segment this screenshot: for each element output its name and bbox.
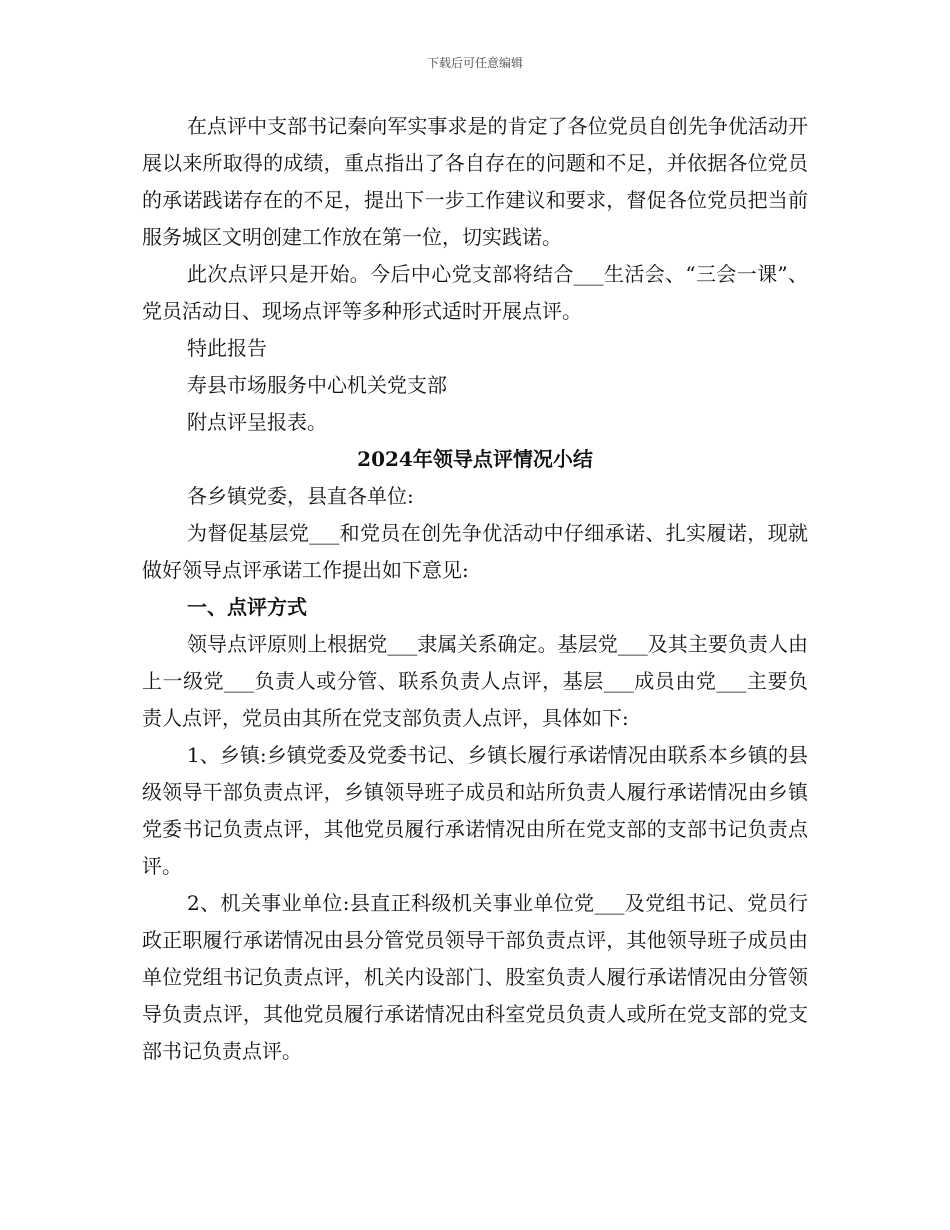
paragraph-report-closing: 特此报告 [187,336,267,360]
paragraph-attachment: 附点评呈报表。 [187,410,327,434]
paragraph-review-principle: 领导点评原则上根据党___隶属关系确定。基层党___及其主要负责人由上一级党___负责人或分管、联系负责人点评，基层___成员由党___主要负责人点评，党员由其所在党支部负责人点评，具体如下: [142,632,808,730]
page-header: 下载后可任意编辑 [426,56,523,70]
paragraph-organization: 寿县市场服务中心机关党支部 [187,373,447,397]
document-title: 2024年领导点评情况小结 [357,447,593,471]
paragraph-township: 1、乡镇:乡镇党委及党委书记、乡镇长履行承诺情况由联系本乡镇的县级领导干部负责点评，乡镇领导班子成员和站所负责人履行承诺情况由乡镇党委书记负责点评，其他党员履行承诺情况由所在党支部的支部书记负责点评。 [142,743,808,878]
section-heading-review-method: 一、点评方式 [187,595,307,619]
paragraph-intro: 为督促基层党___和党员在创先争优活动中仔细承诺、扎实履诺，现就做好领导点评承诺工作提出如下意见: [142,521,808,582]
document-body [142,108,808,1070]
paragraph-institutions: 2、机关事业单位:县直正科级机关事业单位党___及党组书记、党员行政正职履行承诺情况由县分管党员领导干部负责点评，其他领导班子成员由单位党组书记负责点评，机关内设部门、股室负责人履行承诺情况由分管领导负责点评，其他党员履行承诺情况由科室党员负责人或所在党支部的党支部书记负责点评。 [142,891,808,1063]
paragraph-future-plan: 此次点评只是开始。今后中心党支部将结合___生活会、“三会一课”、党员活动日、现场点评等多种形式适时开展点评。 [142,262,808,323]
paragraph-review-summary: 在点评中支部书记秦向军实事求是的肯定了各位党员自创先争优活动开展以来所取得的成绩，重点指出了各自存在的问题和不足，并依据各位党员的承诺践诺存在的不足，提出下一步工作建议和要求，督促各位党员把当前服务城区文明创建工作放在第一位，切实践诺。 [142,114,808,249]
paragraph-salutation: 各乡镇党委，县直各单位: [187,484,414,508]
